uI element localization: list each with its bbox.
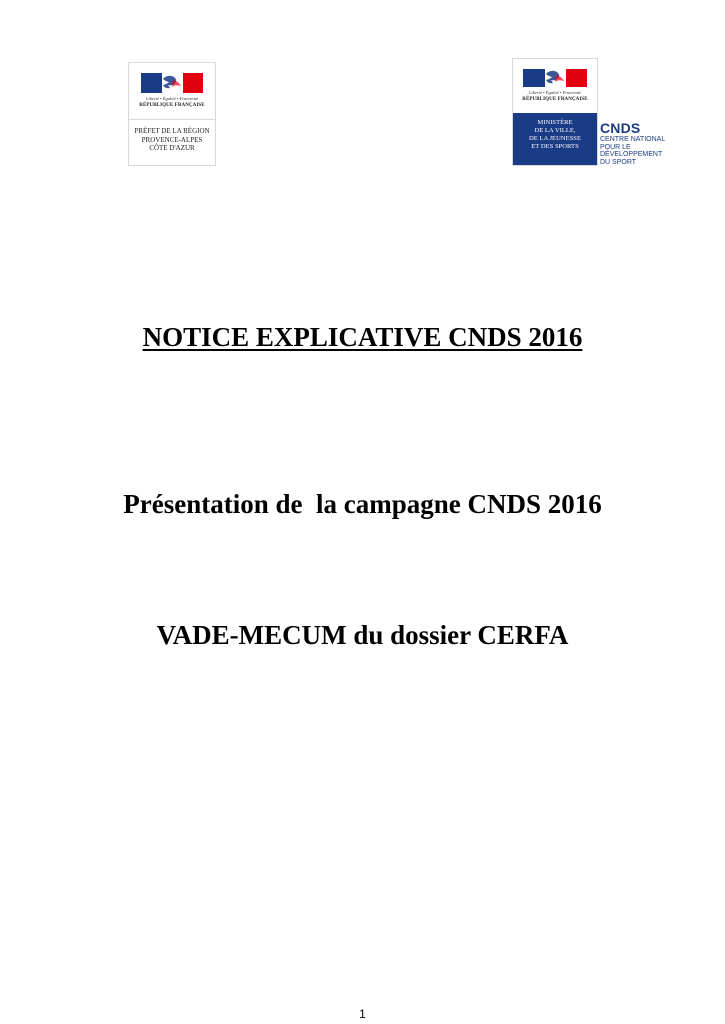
republique-text: RÉPUBLIQUE FRANÇAISE [139, 103, 205, 108]
ministere-line-3: DE LA JEUNESSE [528, 135, 582, 142]
prefet-region-logo [128, 62, 216, 166]
page-number: 1 [359, 1007, 366, 1021]
cnds-line-1: CENTRE NATIONAL [600, 136, 666, 143]
document-subtitle: Présentation de la campagne CNDS 2016 [123, 489, 602, 519]
prefet-text [129, 127, 215, 153]
ministere-line-4: ET DES SPORTS [531, 143, 579, 150]
motto-text: Liberté • Égalité • Fraternité [145, 96, 199, 101]
marianne-flag-icon [513, 59, 597, 111]
ministere-logo [512, 58, 598, 166]
ministere-line-1: MINISTÈRE [537, 119, 573, 126]
marianne-flag-logo [129, 63, 215, 117]
prefet-line-1: PRÉFET DE LA RÉGION [134, 127, 210, 135]
marianne-flag-logo [513, 59, 597, 111]
cnds-line-3: DÉVELOPPEMENT [600, 151, 663, 159]
cnds-line-4: DU SPORT [600, 158, 637, 166]
ministere-line-2: DE LA VILLE, [534, 127, 576, 134]
cnds-logo-title: CNDS [600, 120, 641, 136]
document-title: NOTICE EXPLICATIVE CNDS 2016 [142, 322, 583, 352]
marianne-flag-icon [129, 63, 215, 117]
republique-text: RÉPUBLIQUE FRANÇAISE [522, 97, 588, 102]
ministere-block [513, 113, 597, 165]
cnds-logo-subtitle [600, 136, 665, 166]
motto-text: Liberté • Égalité • Fraternité [528, 90, 582, 95]
prefet-line-2: PROVENCE-ALPES [141, 135, 203, 144]
cnds-line-2: POUR LE [600, 143, 631, 151]
divider [129, 119, 215, 120]
document-subtitle-2: VADE-MECUM du dossier CERFA [156, 620, 569, 650]
prefet-line-3: CÔTE D'AZUR [149, 144, 195, 152]
